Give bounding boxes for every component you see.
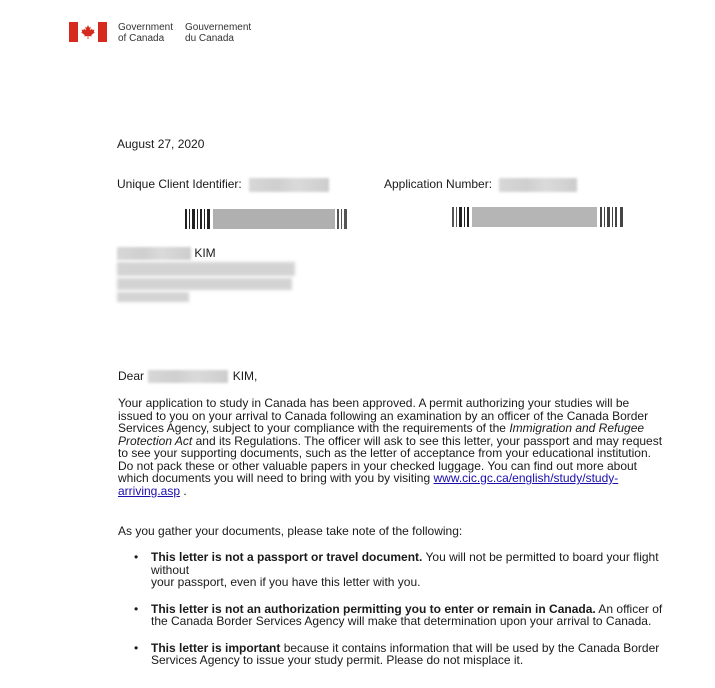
irpa-act-name: Immigration and Refugee Protection Act [118,421,645,448]
list-item [118,642,666,667]
uci-redacted [249,178,329,192]
government-of-canada-header [69,22,263,44]
bullet: • [134,550,139,564]
gov-fr-line1: Gouvernement [185,22,252,33]
application-number-redacted [499,178,577,192]
approval-text-part1: Your application to study in Canada has been approved. A permit authorizing your studies will be issued to you on your arrival to Canada following an examination by an officer of the Canada Border Services Agency, subject to your compliance with the requirements of the [118,396,649,435]
note-3-text: because it contains information that will be used by the Canada Border Services Agency to issue your study permit. Please do not misplace it. [151,640,660,667]
gov-french-wordmark [185,22,251,44]
salutation-prefix: Dear [118,369,145,383]
uci-row [117,178,329,192]
note-1-heading: This letter is not a passport or travel document. [151,550,423,564]
list-item [118,603,666,628]
note-2-text: An officer of the Canada Border Services Agency will make that determination upon your arrival to Canada. [151,601,663,628]
application-barcode [452,207,628,227]
gov-en-line2: of Canada [118,33,165,44]
approval-text-part2: and its Regulations. The officer will ask to see this letter, your passport and may request to see your supporting documents, such as the letter of acceptance from your educational institution. Do not pack these or other valuable papers in your checked luggage. You can find out more about which documents you will need to bring with you by visiting [118,433,663,485]
recipient-surname: KIM [194,246,216,260]
note-1-text: You will not be permitted to board your flight without [151,550,659,577]
application-number-label: Application Number: [384,177,493,192]
address-line2-redacted [117,278,292,290]
note-2-heading: This letter is not an authorization permitting you to enter or remain in Canada. [151,601,596,616]
application-number-row [384,178,577,192]
note-1-text-continued: your passport, even if you have this letter with you. [151,575,421,589]
gov-english-wordmark [118,22,173,44]
letter-date: August 27, 2020 [117,137,205,151]
approval-paragraph [118,397,663,497]
address-line1-redacted [117,262,295,276]
study-arriving-link[interactable]: www.cic.gc.ca/english/study/study-arriving.asp [118,471,619,498]
notes-list [118,551,666,681]
salutation-name-redacted [148,370,228,383]
list-item [118,551,666,589]
address-line3-redacted [117,292,189,302]
approval-text-end: . [180,483,187,498]
gov-fr-line2: du Canada [185,33,234,44]
salutation-suffix: KIM, [232,369,258,383]
gov-en-line1: Government [118,22,174,33]
canada-flag-icon [69,22,107,42]
recipient-given-name-redacted [117,247,191,260]
recipient-name-row [117,247,216,260]
note-3-heading: This letter is important [151,640,281,655]
salutation [118,370,257,383]
bullet: • [134,640,139,655]
gather-intro: As you gather your documents, please take note of the following: [118,524,463,538]
bullet: • [134,601,139,616]
uci-barcode [185,209,350,229]
uci-label: Unique Client Identifier: [117,177,242,192]
